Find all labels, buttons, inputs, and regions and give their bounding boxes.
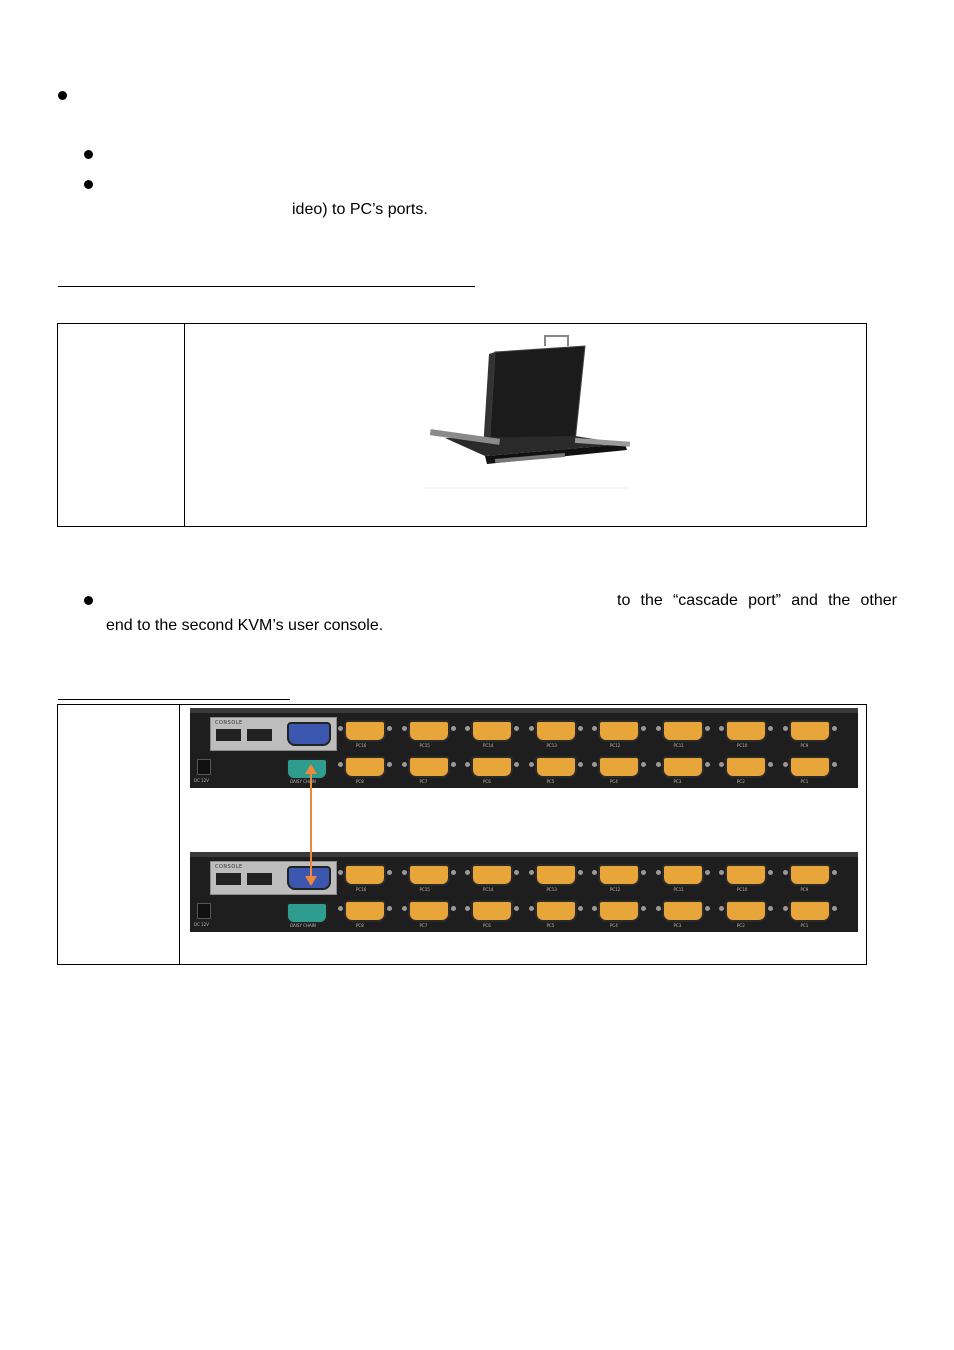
port-label: PC8 xyxy=(356,923,364,928)
port-label: PC4 xyxy=(610,779,618,784)
pc-ports-top-row-1 xyxy=(340,718,858,753)
port-screw xyxy=(514,906,519,911)
port-screw xyxy=(338,762,343,767)
vga-port xyxy=(408,864,450,886)
bullet-1 xyxy=(58,91,67,100)
port-screw xyxy=(719,762,724,767)
vga-port xyxy=(789,900,831,922)
vga-port xyxy=(408,720,450,742)
pc-ports-bottom-row-2 xyxy=(340,898,858,933)
port-screw xyxy=(529,726,534,731)
console-port-box-2: CONSOLE xyxy=(210,861,337,895)
port-screw xyxy=(768,906,773,911)
vga-port xyxy=(598,864,640,886)
lcd-console-drawer-image xyxy=(425,332,645,492)
port-label: PC13 xyxy=(546,743,557,748)
port-screw xyxy=(656,726,661,731)
port-screw xyxy=(641,906,646,911)
port-label: PC11 xyxy=(673,743,684,748)
port-label: PC12 xyxy=(610,743,621,748)
port-label: PC13 xyxy=(546,887,557,892)
port-screw xyxy=(402,870,407,875)
port-label: PC1 xyxy=(800,779,809,784)
port-screw xyxy=(719,906,724,911)
port-label: PC12 xyxy=(610,887,621,892)
port-label: PC14 xyxy=(483,887,494,892)
port-screw xyxy=(783,906,788,911)
port-screw xyxy=(832,726,837,731)
vga-port xyxy=(344,864,386,886)
port-screw xyxy=(656,870,661,875)
section-underline-2 xyxy=(58,699,290,700)
port-screw xyxy=(719,870,724,875)
section-underline-1 xyxy=(58,286,475,287)
vga-port xyxy=(471,900,513,922)
port-screw xyxy=(578,870,583,875)
port-screw xyxy=(387,726,392,731)
port-screw xyxy=(656,906,661,911)
port-label: PC9 xyxy=(800,743,809,748)
kvm-rear-panel-1: CONSOLE DC 12V DAISY CHAIN PC16 PC15 PC14 PC13 PC12 PC11 PC10 PC9 PC8 PC7 PC6 PC5 PC4 PC3 PC2 PC1 xyxy=(190,708,858,788)
vga-port xyxy=(344,720,386,742)
port-screw xyxy=(641,762,646,767)
port-screw xyxy=(768,762,773,767)
vga-port xyxy=(662,864,704,886)
port-screw xyxy=(656,762,661,767)
port-label: PC3 xyxy=(673,779,682,784)
vga-port xyxy=(789,864,831,886)
port-screw xyxy=(705,726,710,731)
cascade-table-label-cell xyxy=(58,705,180,965)
vga-port xyxy=(598,756,640,778)
ports-tail-text: ideo) to PC’s ports. xyxy=(292,201,428,218)
vga-port xyxy=(535,864,577,886)
port-label: PC16 xyxy=(356,887,367,892)
port-screw xyxy=(832,762,837,767)
port-screw xyxy=(514,762,519,767)
port-label: PC6 xyxy=(483,923,491,928)
vga-port xyxy=(725,900,767,922)
port-screw xyxy=(514,870,519,875)
vga-port xyxy=(344,756,386,778)
port-screw xyxy=(465,906,470,911)
port-label: PC7 xyxy=(419,923,428,928)
port-screw xyxy=(641,870,646,875)
pc-ports-bottom-row-1 xyxy=(340,754,858,789)
vga-port xyxy=(471,756,513,778)
port-screw xyxy=(592,870,597,875)
port-label: PC9 xyxy=(800,887,809,892)
vga-port xyxy=(535,756,577,778)
port-label: PC6 xyxy=(483,779,491,784)
port-screw xyxy=(578,906,583,911)
port-screw xyxy=(338,906,343,911)
port-screw xyxy=(402,726,407,731)
bullet-2 xyxy=(84,150,93,159)
lcd-screen-lid xyxy=(489,346,585,450)
port-screw xyxy=(832,906,837,911)
port-screw xyxy=(338,726,343,731)
vga-port xyxy=(725,756,767,778)
cascade-right-text: to the “cascade port” and the other xyxy=(617,592,897,609)
monitor-table xyxy=(57,323,867,527)
console-vga-port xyxy=(287,722,331,746)
usb-port-4 xyxy=(247,873,272,885)
port-screw xyxy=(402,906,407,911)
drawer-handle xyxy=(545,336,568,346)
vga-port xyxy=(471,720,513,742)
port-label: PC14 xyxy=(483,743,494,748)
port-label: PC11 xyxy=(673,887,684,892)
port-screw xyxy=(783,726,788,731)
port-screw xyxy=(578,726,583,731)
port-screw xyxy=(705,906,710,911)
usb-port-3 xyxy=(216,873,241,885)
vga-port xyxy=(471,864,513,886)
port-screw xyxy=(387,870,392,875)
power-jack-2 xyxy=(197,903,211,919)
vga-port xyxy=(344,900,386,922)
port-label: PC8 xyxy=(356,779,364,784)
vga-port xyxy=(535,900,577,922)
port-label: PC5 xyxy=(546,779,555,784)
cascade-arrow xyxy=(301,764,321,894)
port-label: PC15 xyxy=(419,887,430,892)
port-label: PC5 xyxy=(546,923,555,928)
port-screw xyxy=(451,870,456,875)
port-screw xyxy=(592,726,597,731)
port-screw xyxy=(338,870,343,875)
monitor-table-label-cell xyxy=(58,324,185,527)
port-label: PC7 xyxy=(419,779,428,784)
vga-port xyxy=(408,756,450,778)
bullet-3 xyxy=(84,180,93,189)
vga-port xyxy=(725,864,767,886)
usb-port-2 xyxy=(247,729,272,741)
port-screw xyxy=(402,762,407,767)
port-screw xyxy=(465,726,470,731)
vga-port xyxy=(725,720,767,742)
port-screw xyxy=(451,762,456,767)
port-screw xyxy=(768,870,773,875)
vga-port xyxy=(598,900,640,922)
vga-port xyxy=(662,900,704,922)
port-screw xyxy=(451,726,456,731)
port-screw xyxy=(387,762,392,767)
port-screw xyxy=(641,726,646,731)
port-screw xyxy=(592,906,597,911)
usb-port-1 xyxy=(216,729,241,741)
port-label: PC2 xyxy=(737,779,745,784)
port-screw xyxy=(387,906,392,911)
port-screw xyxy=(705,762,710,767)
port-screw xyxy=(578,762,583,767)
port-label: PC3 xyxy=(673,923,682,928)
vga-port xyxy=(662,720,704,742)
cascade-end-text: end to the second KVM’s user console. xyxy=(106,617,384,634)
port-label: PC16 xyxy=(356,743,367,748)
port-label: PC15 xyxy=(419,743,430,748)
port-screw xyxy=(783,870,788,875)
port-screw xyxy=(451,906,456,911)
vga-port xyxy=(535,720,577,742)
port-screw xyxy=(465,762,470,767)
vga-port xyxy=(598,720,640,742)
pc-ports-top-row-2 xyxy=(340,862,858,897)
console-port-box: CONSOLE xyxy=(210,717,337,751)
port-screw xyxy=(465,870,470,875)
port-label: PC10 xyxy=(737,887,748,892)
port-screw xyxy=(768,726,773,731)
vga-port xyxy=(789,720,831,742)
vga-port xyxy=(662,756,704,778)
bullet-4 xyxy=(84,596,93,605)
port-label: PC1 xyxy=(800,923,809,928)
port-screw xyxy=(705,870,710,875)
port-screw xyxy=(783,762,788,767)
kvm-rear-panel-2: CONSOLE DC 12V DAISY CHAIN PC16 PC15 PC14 PC13 PC12 PC11 PC10 PC9 PC8 PC7 PC6 PC5 PC4 PC3 PC2 PC1 xyxy=(190,852,858,932)
port-label: PC4 xyxy=(610,923,618,928)
port-screw xyxy=(529,906,534,911)
port-screw xyxy=(529,870,534,875)
port-screw xyxy=(592,762,597,767)
daisy-chain-port-2 xyxy=(286,902,328,924)
port-screw xyxy=(719,726,724,731)
vga-port xyxy=(789,756,831,778)
vga-port xyxy=(408,900,450,922)
port-screw xyxy=(529,762,534,767)
port-label: PC10 xyxy=(737,743,748,748)
power-jack xyxy=(197,759,211,775)
port-screw xyxy=(832,870,837,875)
port-label: PC2 xyxy=(737,923,745,928)
port-screw xyxy=(514,726,519,731)
monitor-table-image-cell xyxy=(185,324,867,527)
